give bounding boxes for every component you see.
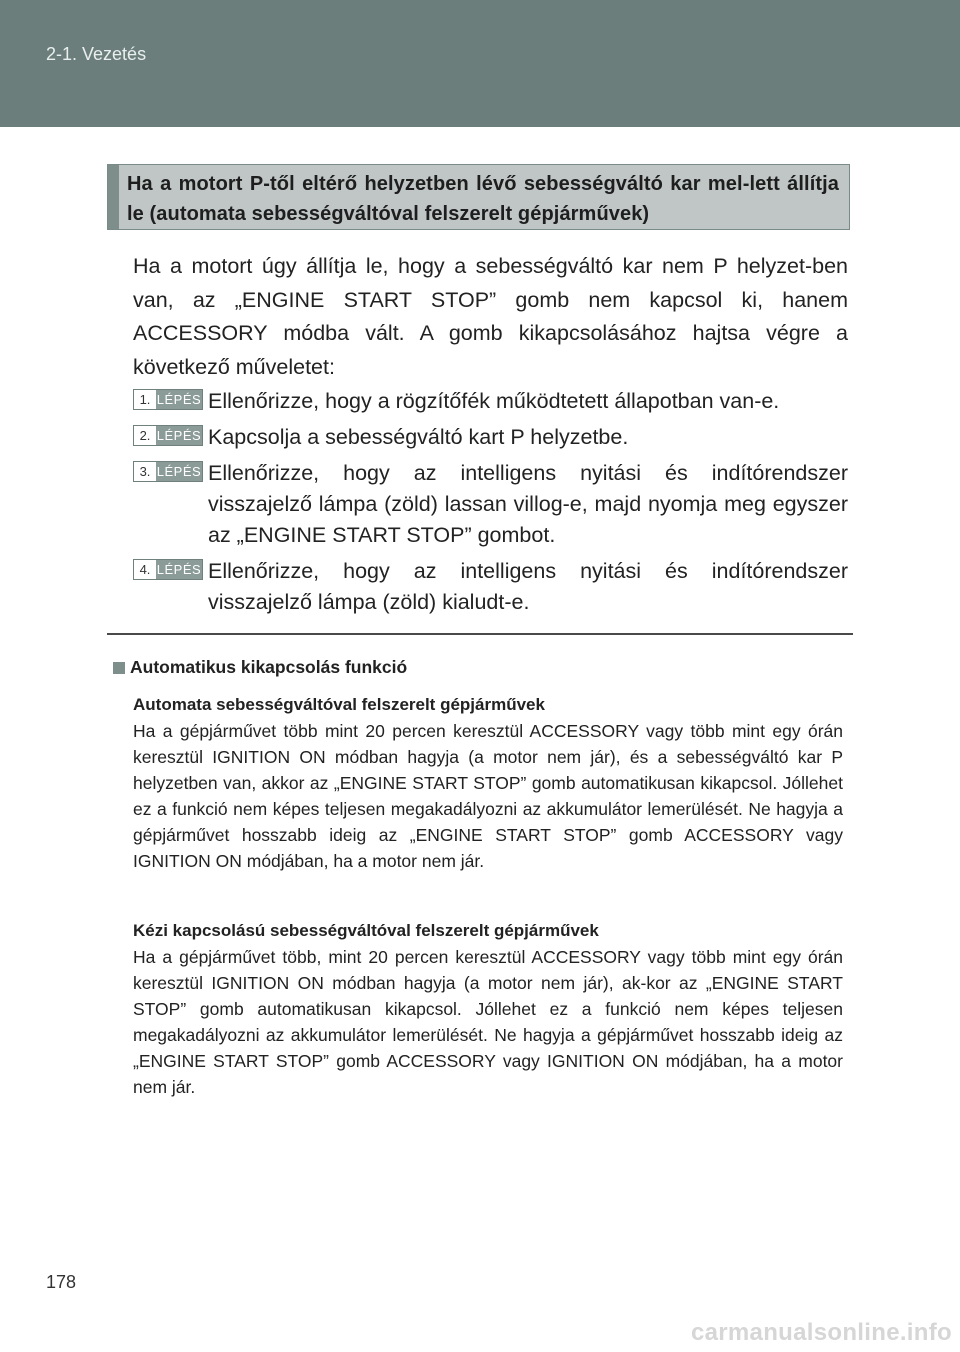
step-number: 1. [139,392,151,407]
page-number: 178 [46,1272,77,1292]
step-badge-label: LÉPÉS [156,428,202,443]
note-subheading: Kézi kapcsolású sebességváltóval felszerelt gépjárművek [133,921,599,940]
title-stripe [108,165,119,229]
step-badge [133,461,203,482]
intro-paragraph: Ha a motort úgy állítja le, hogy a sebességváltó kar nem P helyzet-ben van, az „ENGINE START STOP” gomb nem kapcsol ki, hanem ACCESSORY módba vált. A gomb kikapcsolásához hajtsa végre a következő műveletet: [133,254,848,379]
step-3 [133,458,848,551]
step-badge-label: LÉPÉS [156,464,202,479]
step-text: Ellenőrizze, hogy a rögzítőfék működtetett állapotban van-e. [208,389,780,413]
watermark: carmanualsonline.info [690,1319,952,1346]
note-body: Ha a gépjárművet több mint 20 percen keresztül ACCESSORY vagy több mint egy órán keresztül IGNITION ON módban hagyja (a motor nem jár), és a sebességváltó kar P helyzetben van, akkor az „ENGINE START STOP” gomb automatikusan kikapcsol. Jóllehet ez a funkció nem képes teljesen megakadályozni az akkumulátor lemerülését. Ne hagyja a gépjárművet hosszabb ideig az „ENGINE START STOP” gomb ACCESSORY vagy IGNITION ON módjában, ha a motor nem jár. [133,721,843,871]
note-manual [133,918,843,1100]
step-2 [133,422,848,453]
step-badge-label: LÉPÉS [156,392,202,407]
note-subheading: Automata sebességváltóval felszerelt gépjárművek [133,695,545,714]
section-title-box [107,164,850,230]
step-number: 3. [139,464,151,479]
note-body: Ha a gépjárművet több, mint 20 percen keresztül ACCESSORY vagy több mint egy órán keresztül IGNITION ON módban hagyja (a motor nem jár), ak-kor az „ENGINE START STOP” gomb automatikusan kikapcsol. Jóllehet ez a funkció nem képes teljesen megakadályozni az akkumulátor lemerülését. Ne hagyja a gépjárművet hosszabb ideig az „ENGINE START STOP” gomb ACCESSORY vagy IGNITION ON módjában, ha a motor nem jár. [133,947,843,1097]
section-label: 2-1. Vezetés [46,44,147,64]
header-bar [0,0,960,127]
step-number: 4. [139,562,151,577]
section-divider [107,633,853,635]
square-bullet-icon [113,662,125,674]
step-text: Kapcsolja a sebességváltó kart P helyzetbe. [208,425,629,449]
note-automatic [133,692,843,874]
step-badge [133,389,203,410]
note-heading-text: Automatikus kikapcsolás funkció [130,657,408,677]
step-4 [133,556,848,618]
step-badge [133,559,203,580]
section-title: Ha a motort P-től eltérő helyzetben lévő sebességváltó kar mel-lett állítja le (automata sebességváltóval felszerelt gépjárművek) [127,173,839,225]
note-heading [113,657,407,678]
step-text: Ellenőrizze, hogy az intelligens nyitási és indítórendszer visszajelző lámpa (zöld) lassan villog-e, majd nyomja meg egyszer az „ENGINE START STOP” gombot. [208,461,848,547]
step-1 [133,386,848,417]
step-badge [133,425,203,446]
step-badge-label: LÉPÉS [156,562,202,577]
step-text: Ellenőrizze, hogy az intelligens nyitási és indítórendszer visszajelző lámpa (zöld) kialudt-e. [208,559,848,614]
step-number: 2. [139,428,151,443]
